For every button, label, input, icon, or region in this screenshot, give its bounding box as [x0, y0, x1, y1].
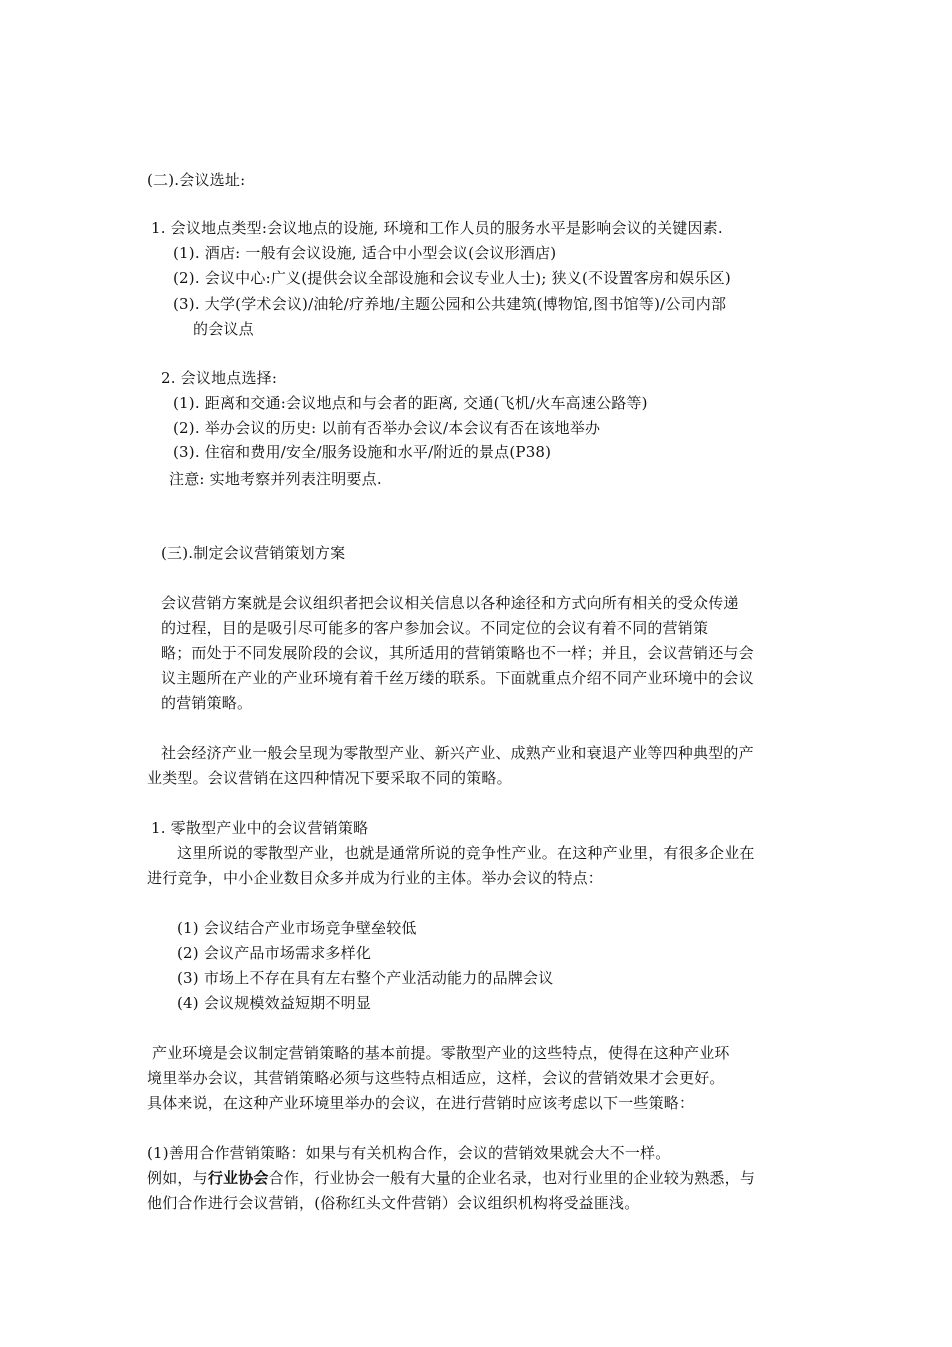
item-1-sub-3: (3). 大学(学术会议)/油轮/疗养地/主题公园和公共建筑(博物馆,图书馆等)/公司内部: [173, 295, 727, 313]
feature-item-4: (4) 会议规模效益短期不明显: [177, 994, 372, 1012]
strategy-1-line-2-prefix: 例如，与: [147, 1169, 208, 1187]
strategy-1-line-2: [147, 1169, 755, 1187]
subsection-1-para-line-2: 进行竞争，中小企业数目众多并成为行业的主体。举办会议的特点：: [147, 869, 604, 887]
item-2-sub-1: (1). 距离和交通:会议地点和与会者的距离, 交通(飞机/火车高速公路等): [173, 394, 648, 412]
item-1-sub-2: (2). 会议中心:广义(提供会议全部设施和会议专业人士); 狭义(不设置客房和娱乐区): [173, 269, 731, 287]
para-3-line-2: 境里举办会议，其营销策略必须与这些特点相适应，这样，会议的营销效果才会更好。: [147, 1069, 725, 1087]
para-1-line-4: 议主题所在产业的产业环境有着千丝万缕的联系。下面就重点介绍不同产业环境中的会议: [161, 669, 754, 687]
feature-item-3: (3) 市场上不存在具有左右整个产业活动能力的品牌会议: [177, 969, 554, 987]
feature-item-1: (1) 会议结合产业市场竞争壁垒较低: [177, 919, 417, 937]
para-2-line-2: 业类型。会议营销在这四种情况下要采取不同的策略。: [147, 769, 512, 787]
para-1-line-1: 会议营销方案就是会议组织者把会议相关信息以各种途径和方式向所有相关的受众传递: [161, 594, 739, 612]
section-2-title: (二).会议选址:: [147, 171, 246, 189]
strategy-1-line-3: 他们合作进行会议营销，(俗称红头文件营销）会议组织机构将受益匪浅。: [147, 1194, 640, 1212]
note: 注意: 实地考察并列表注明要点.: [169, 470, 382, 488]
strategy-1-heading: (1)善用合作营销策略：如果与有关机构合作，会议的营销效果就会大不一样。: [147, 1144, 671, 1162]
para-1-line-3: 略；而处于不同发展阶段的会议，其所适用的营销策略也不一样；并且，会议营销还与会: [161, 644, 754, 662]
para-3-line-3: 具体来说，在这种产业环境里举办的会议，在进行营销时应该考虑以下一些策略：: [147, 1094, 695, 1112]
section-3-title: (三).制定会议营销策划方案: [161, 544, 346, 562]
para-3-line-1: 产业环境是会议制定营销策略的基本前提。零散型产业的这些特点，使得在这种产业环: [152, 1044, 730, 1062]
item-1-heading: 1. 会议地点类型:会议地点的设施, 环境和工作人员的服务水平是影响会议的关键因素.: [151, 219, 723, 237]
item-1-sub-1: (1). 酒店: 一般有会议设施, 适合中小型会议(会议形酒店): [173, 244, 557, 262]
item-1-sub-3-cont: 的会议点: [193, 320, 254, 338]
para-1-line-2: 的过程，目的是吸引尽可能多的客户参加会议。不同定位的会议有着不同的营销策: [161, 619, 709, 637]
strategy-1-line-2-suffix: 合作，行业协会一般有大量的企业名录，也对行业里的企业较为熟悉，与: [268, 1169, 756, 1187]
subsection-1-para-line-1: 这里所说的零散型产业，也就是通常所说的竞争性产业。在这种产业里，有很多企业在: [177, 844, 755, 862]
industry-association-highlight: 行业协会: [207, 1169, 269, 1187]
item-2-heading: 2. 会议地点选择:: [161, 369, 278, 387]
feature-item-2: (2) 会议产品市场需求多样化: [177, 944, 372, 962]
para-1-line-5: 的营销策略。: [161, 694, 253, 712]
para-2-line-1: 社会经济产业一般会呈现为零散型产业、新兴产业、成熟产业和衰退产业等四种典型的产: [161, 744, 754, 762]
item-2-sub-2: (2). 举办会议的历史: 以前有否举办会议/本会议有否在该地举办: [173, 419, 601, 437]
item-2-sub-3: (3). 住宿和费用/安全/服务设施和水平/附近的景点(P38): [173, 443, 552, 461]
subsection-1-title: 1. 零散型产业中的会议营销策略: [151, 819, 369, 837]
